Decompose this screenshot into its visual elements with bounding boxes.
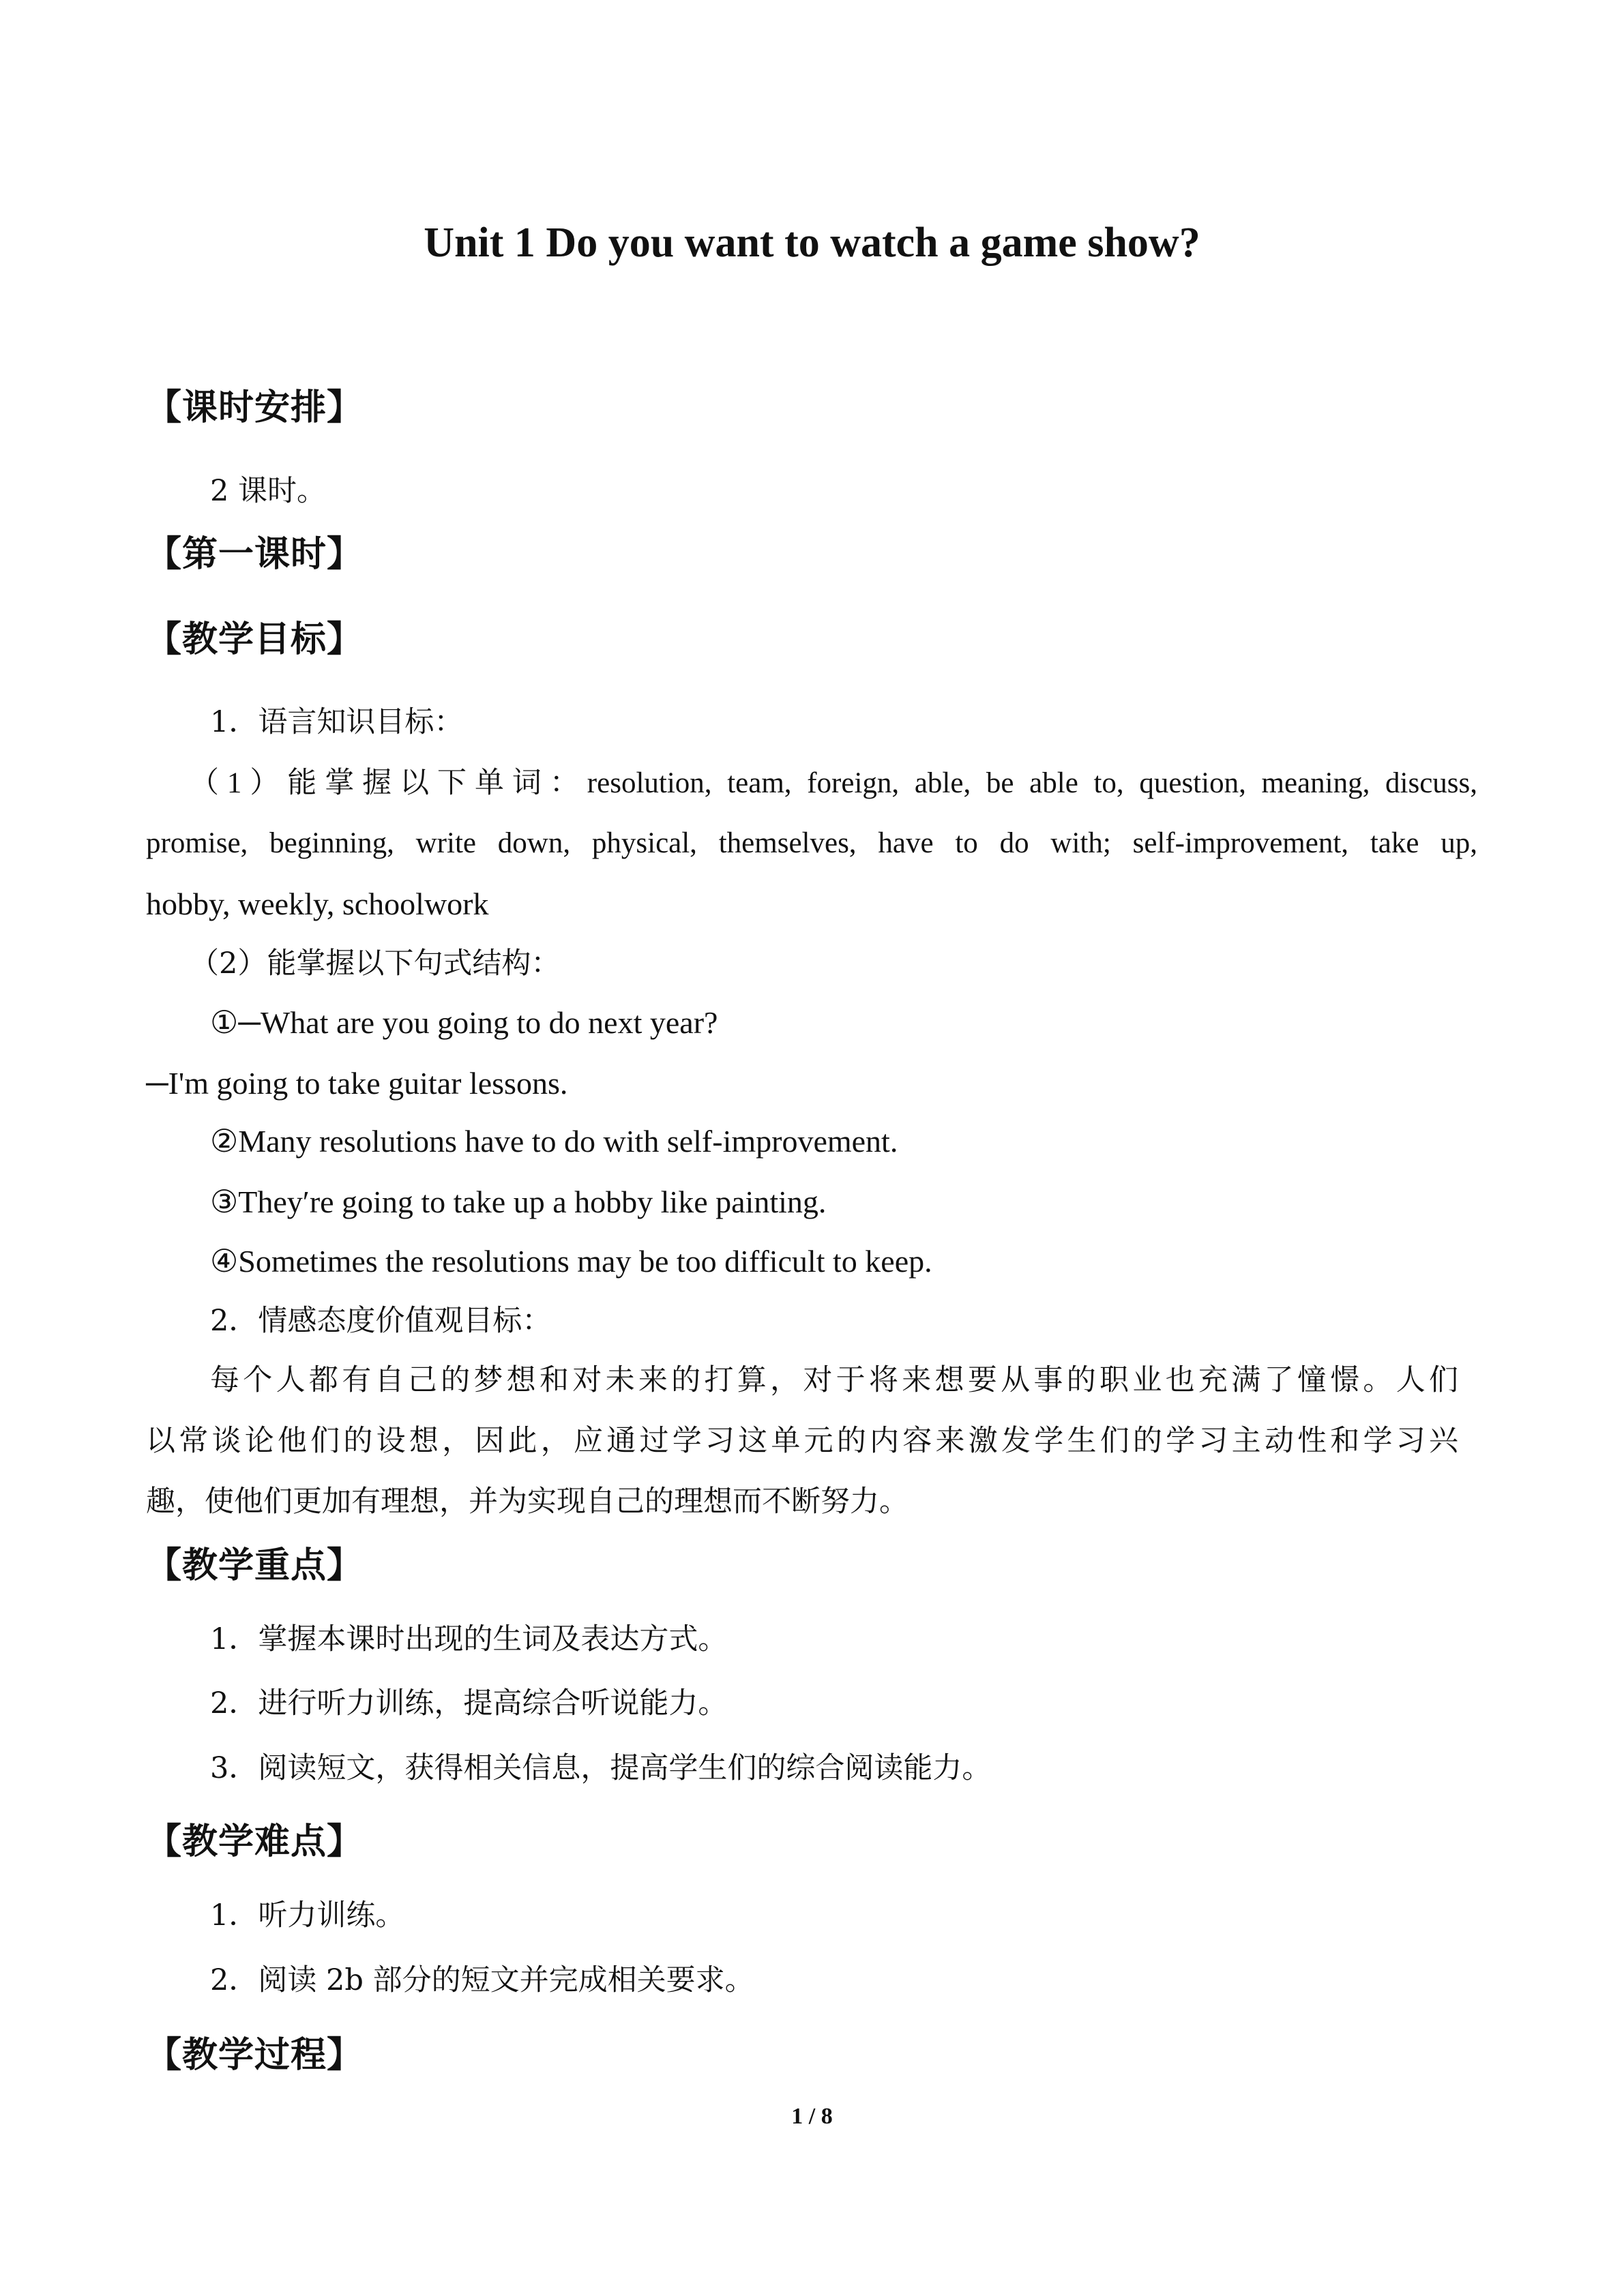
sentence-2: ②Many resolutions have to do with self-improvement. <box>210 1124 898 1159</box>
document-title: Unit 1 Do you want to watch a game show? <box>424 220 1200 266</box>
objective-item2-title: 2．情感态度价值观目标： <box>210 1304 552 1338</box>
heading-difficulties: 【教学难点】 <box>146 1821 364 1862</box>
difficulty-1: 1．听力训练。 <box>210 1898 405 1933</box>
schedule-text: 2 课时。 <box>210 474 327 508</box>
vocab-line-1: （1）能掌握以下单词：resolution, team, foreign, able, be able to, question, meaning, discuss, <box>190 767 1477 799</box>
sentence-3: ③They′re going to take up a hobby like painting. <box>210 1184 827 1219</box>
sentence-1b: ─I'm going to take guitar lessons. <box>146 1066 568 1101</box>
page-number: 1 / 8 <box>791 2104 833 2129</box>
sentence-4: ④Sometimes the resolutions may be too difficult to keep. <box>210 1244 932 1279</box>
difficulty-2: 2．阅读 2b 部分的短文并完成相关要求。 <box>210 1963 754 1997</box>
vocab-line-2: promise, beginning, write down, physical, themselves, have to do with; self-improvement, take up, <box>146 827 1477 859</box>
heading-schedule: 【课时安排】 <box>146 387 364 428</box>
key-point-2: 2．进行听力训练，提高综合听说能力。 <box>210 1686 728 1720</box>
heading-process: 【教学过程】 <box>146 2035 364 2076</box>
objective-item1-title: 1．语言知识目标： <box>210 705 464 739</box>
vocab-line-3: hobby, weekly, schoolwork <box>146 886 489 921</box>
heading-key-points: 【教学重点】 <box>146 1545 364 1586</box>
emotion-line-2: 以常谈论他们的设想，因此，应通过学习这单元的内容来激发学生们的学习主动性和学习兴 <box>146 1424 1458 1458</box>
emotion-line-1: 每个人都有自己的梦想和对未来的打算，对于将来想要从事的职业也充满了憧憬。人们 <box>210 1363 1458 1397</box>
sentence-1a: ①─What are you going to do next year? <box>210 1005 718 1040</box>
structure-title: （2）能掌握以下句式结构： <box>190 946 561 981</box>
heading-first-lesson: 【第一课时】 <box>146 534 364 575</box>
key-point-3: 3．阅读短文，获得相关信息，提高学生们的综合阅读能力。 <box>210 1751 992 1785</box>
key-point-1: 1．掌握本课时出现的生词及表达方式。 <box>210 1622 728 1656</box>
emotion-line-3: 趣，使他们更加有理想，并为实现自己的理想而不断努力。 <box>146 1485 909 1519</box>
heading-objectives: 【教学目标】 <box>146 619 364 660</box>
